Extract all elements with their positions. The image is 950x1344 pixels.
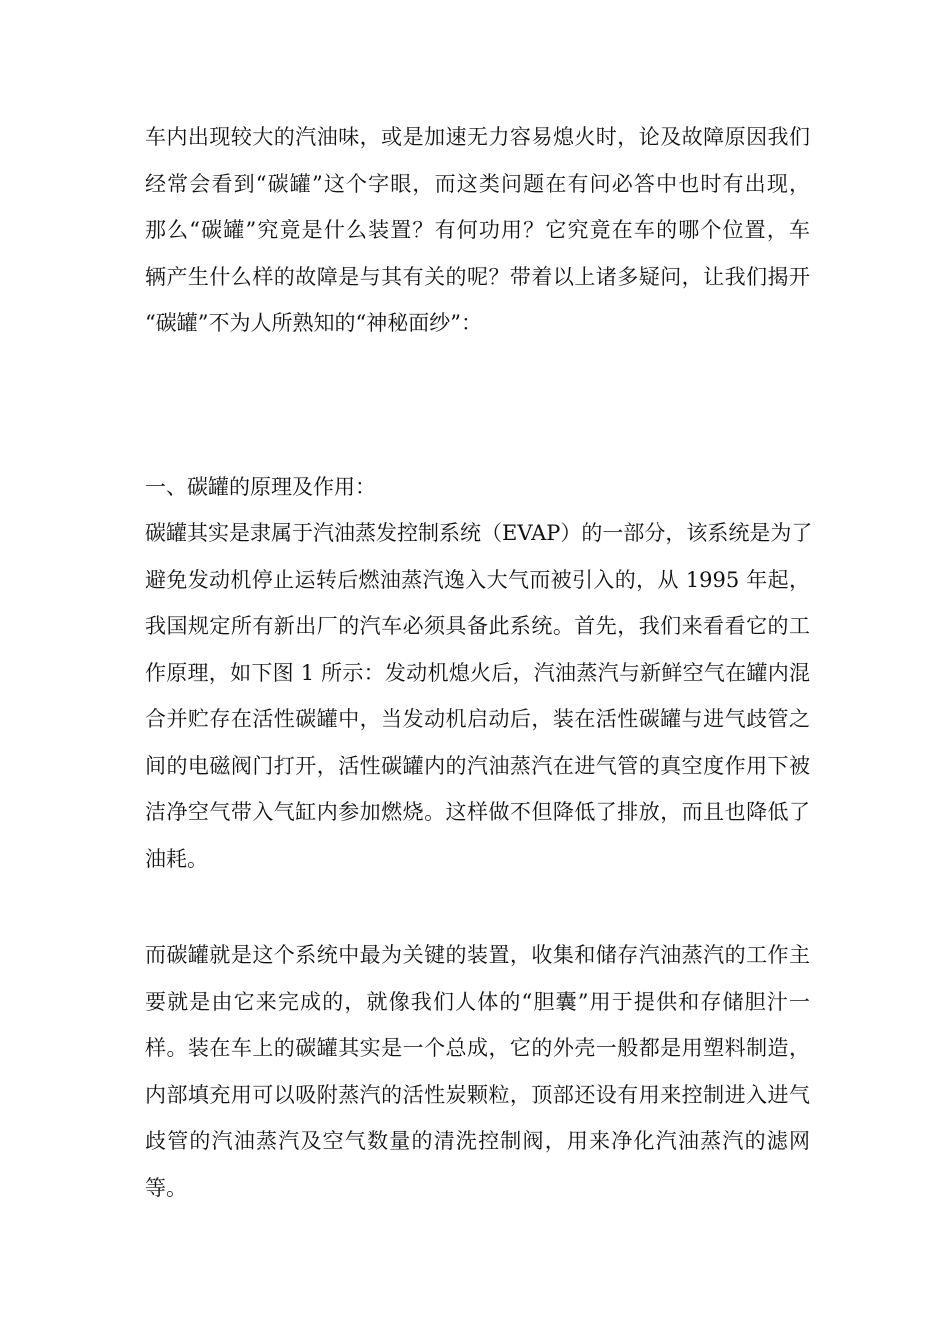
intro-paragraph	[145, 114, 810, 347]
intro-line: 车内出现较大的汽油味，或是加速无力容易熄火时，论及故障原因我们	[145, 125, 810, 149]
intro-line: 那么“碳罐”究竟是什么装置？有何功用？它究竟在车的哪个位置，车	[145, 218, 810, 242]
principle-line: 避免发动机停止运转后燃油蒸汽逸入大气而被引入的，从 1995 年起，	[145, 567, 810, 592]
principle-line: 我国规定所有新出厂的汽车必须具备此系统。首先，我们来看看它的工	[145, 614, 810, 638]
canister-line: 样。装在车上的碳罐其实是一个总成，它的外壳一般都是用塑料制造，	[145, 1036, 810, 1060]
canister-line: 歧管的汽油蒸汽及空气数量的清洗控制阀，用来净化汽油蒸汽的滤网	[145, 1129, 810, 1153]
principle-line: 碳罐其实是隶属于汽油蒸发控制系统（EVAP）的一部分，该系统是为了	[145, 521, 813, 545]
section-heading	[145, 464, 810, 511]
intro-line: 经常会看到“碳罐”这个字眼，而这类问题在有问必答中也时有出现，	[145, 171, 810, 196]
principle-line: 洁净空气带入气缸内参加燃烧。这样做不但降低了排放，而且也降低了	[145, 800, 810, 824]
intro-line: 辆产生什么样的故障是与其有关的呢？带着以上诸多疑问，让我们揭开	[145, 264, 810, 289]
canister-paragraph	[145, 932, 810, 1211]
canister-line: 内部填充用可以吸附蒸汽的活性炭颗粒，顶部还设有用来控制进入进气	[145, 1082, 810, 1107]
principle-line: 油耗。	[145, 846, 208, 871]
principle-line: 间的电磁阀门打开，活性碳罐内的汽油蒸汽在进气管的真空度作用下被	[145, 753, 810, 778]
intro-line: “碳罐”不为人所熟知的“神秘面纱”：	[145, 311, 482, 335]
canister-line: 等。	[145, 1175, 187, 1200]
principle-line: 合并贮存在活性碳罐中，当发动机启动后，装在活性碳罐与进气歧管之	[145, 707, 810, 731]
principle-paragraph	[145, 510, 813, 882]
canister-line: 而碳罐就是这个系统中最为关键的装置，收集和储存汽油蒸汽的工作主	[145, 943, 810, 967]
canister-line: 要就是由它来完成的，就像我们人体的“胆囊”用于提供和存储胆汁一	[145, 989, 810, 1014]
principle-line: 作原理，如下图 1 所示：发动机熄火后，汽油蒸汽与新鲜空气在罐内混	[145, 660, 810, 685]
section-heading-text: 一、碳罐的原理及作用：	[145, 475, 376, 499]
